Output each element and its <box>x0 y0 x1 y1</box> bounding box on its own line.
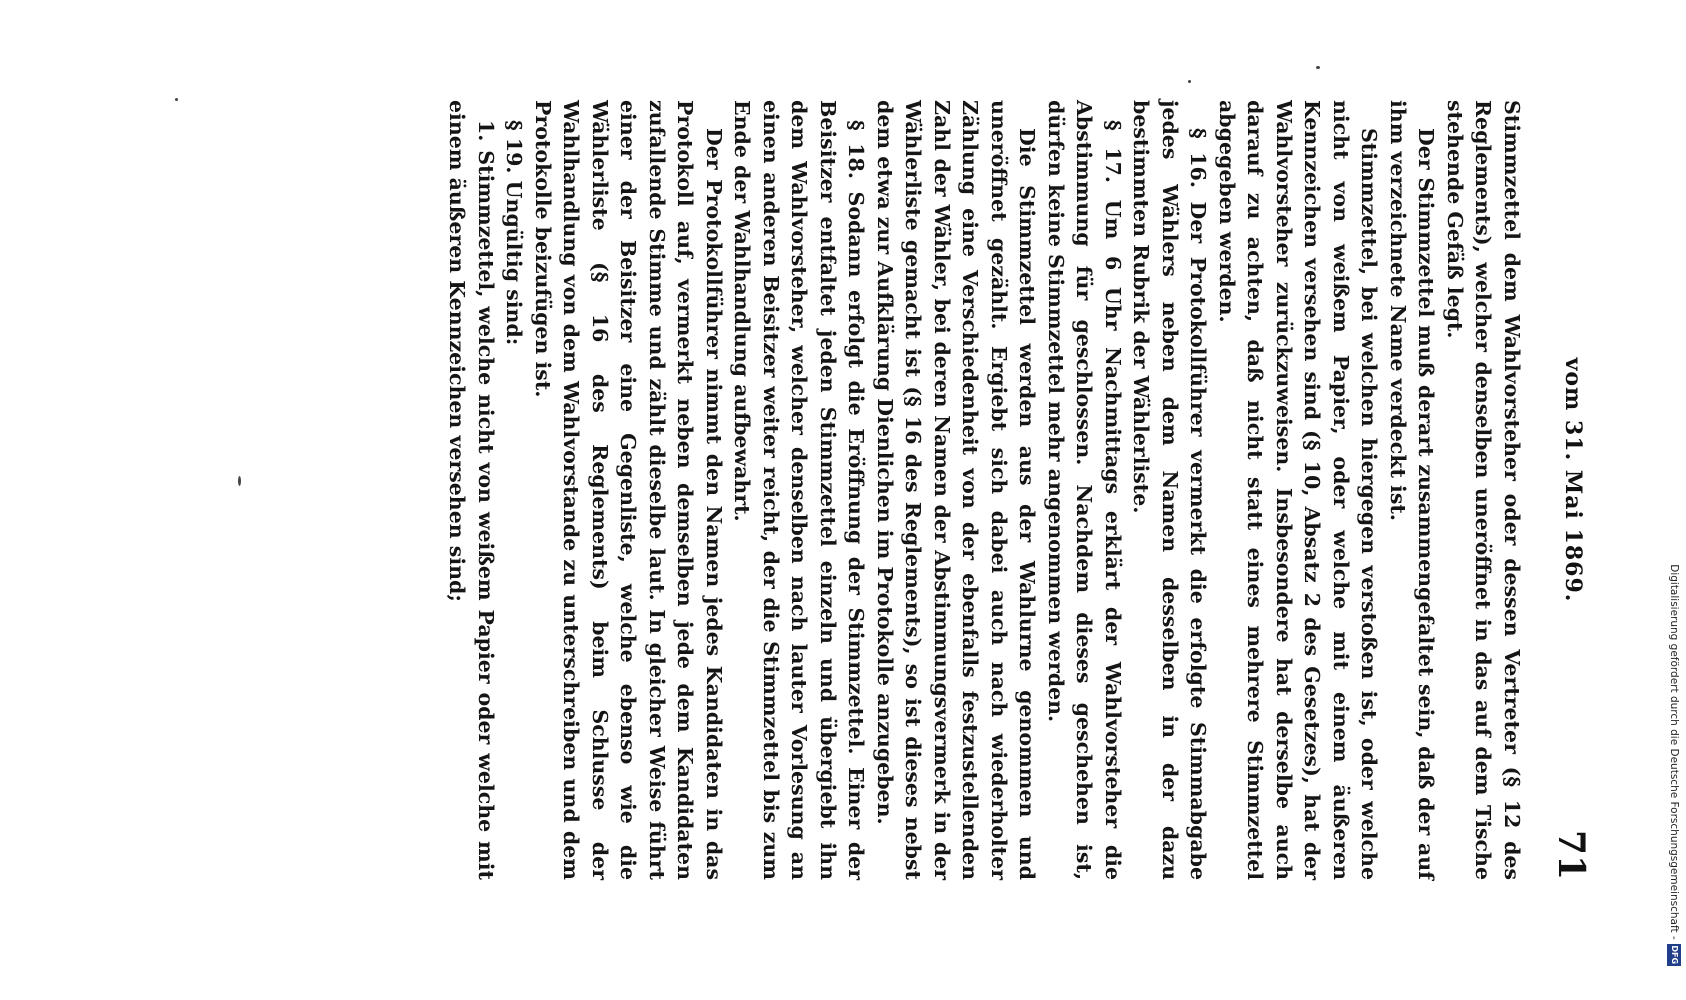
paragraph: Stimmzettel, bei welchen hiergegen verstoßen ist, oder welche nicht von weißem Papier, oder welche mit einem äußeren Kennzeichen versehen sind (§ 10, Absatz 2 des Gesetzes), hat der Wahlvorsteher zurückzuweisen. Insbesondere hat derselbe auch darauf zu achten, daß nicht statt eines mehrere Stimmzettel abgegeben werden. <box>1215 100 1382 880</box>
running-head: vom 31. Mai 1869. <box>1560 357 1586 603</box>
page-number: 71 <box>1550 829 1592 880</box>
paragraph: Der Stimmzettel muß derart zusammengefaltet sein, daß der auf ihm verzeichnete Name verdeckt ist. <box>1386 100 1439 880</box>
dfg-logo: DFG <box>1667 944 1681 966</box>
body-text <box>443 100 1526 880</box>
paragraph: Der Protokollführer nimmt den Namen jedes Kandidaten in das Protokoll auf, vermerkt neben demselben jede dem Kandidaten zufallende Stimme und zählt dieselbe laut. In gleicher Weise führt einer der Beisitzer eine Gegenliste, welche ebenso wie die Wählerliste (§ 16 des Reglements) beim Schlusse der Wahlhandlung von dem Wahlvorstande zu unterschreiben und dem Protokolle beizufügen ist. <box>531 100 726 880</box>
list-item: 1. Stimmzettel, welche nicht von weißem Papier oder welche mit einem äußeren Kennzeichen versehen sind; <box>445 100 498 880</box>
paragraph: Die Stimmzettel werden aus der Wahlurne genommen und uneröffnet gezählt. Ergiebt sich dabei auch nach wiederholter Zählung eine Verschiedenheit von der ebenfalls festzustellenden Zahl der Wähler, bei deren Namen der Abstimmungsvermerk in der Wählerliste gemacht ist (§ 16 des Reglements), so ist dieses nebst dem etwa zur Aufklärung Dienlichen im Protokolle anzugeben. <box>873 100 1040 880</box>
section-17: § 17. Um 6 Uhr Nachmittags erklärt der Wahlvorsteher die Abstimmung für geschlossen. Nachdem dieses geschehen ist, dürfen keine Stimmzettel mehr angenommen werden. <box>1044 100 1125 880</box>
page-header <box>1546 110 1592 880</box>
section-18: § 18. Sodann erfolgt die Eröffnung der Stimmzettel. Einer der Beisitzer entfaltet jeden Stimmzettel einzeln und übergiebt ihn dem Wahlvorsteher, welcher denselben nach lauter Vorlesung an einen anderen Beisitzer weiter reicht, der die Stimmzettel bis zum Ende der Wahlhandlung aufbewahrt. <box>730 100 869 880</box>
section-19: § 19. Ungültig sind: <box>502 120 527 346</box>
section-16: § 16. Der Protokollführer vermerkt die erfolgte Stimmabgabe jedes Wählers neben dem Namen desselben in der dazu bestimmten Rubrik der Wählerliste. <box>1129 100 1211 880</box>
credit-text: Digitalisierung gefördert durch die Deutsche Forschungsgemeinschaft - <box>1668 564 1680 940</box>
digitization-credit <box>1667 545 1681 985</box>
paragraph-continuation: Stimmzettel dem Wahlvorsteher oder dessen Vertreter (§ 12 des Reglements), welcher denselben uneröffnet in das auf dem Tische stehende Gefäß legt. <box>1443 100 1524 880</box>
